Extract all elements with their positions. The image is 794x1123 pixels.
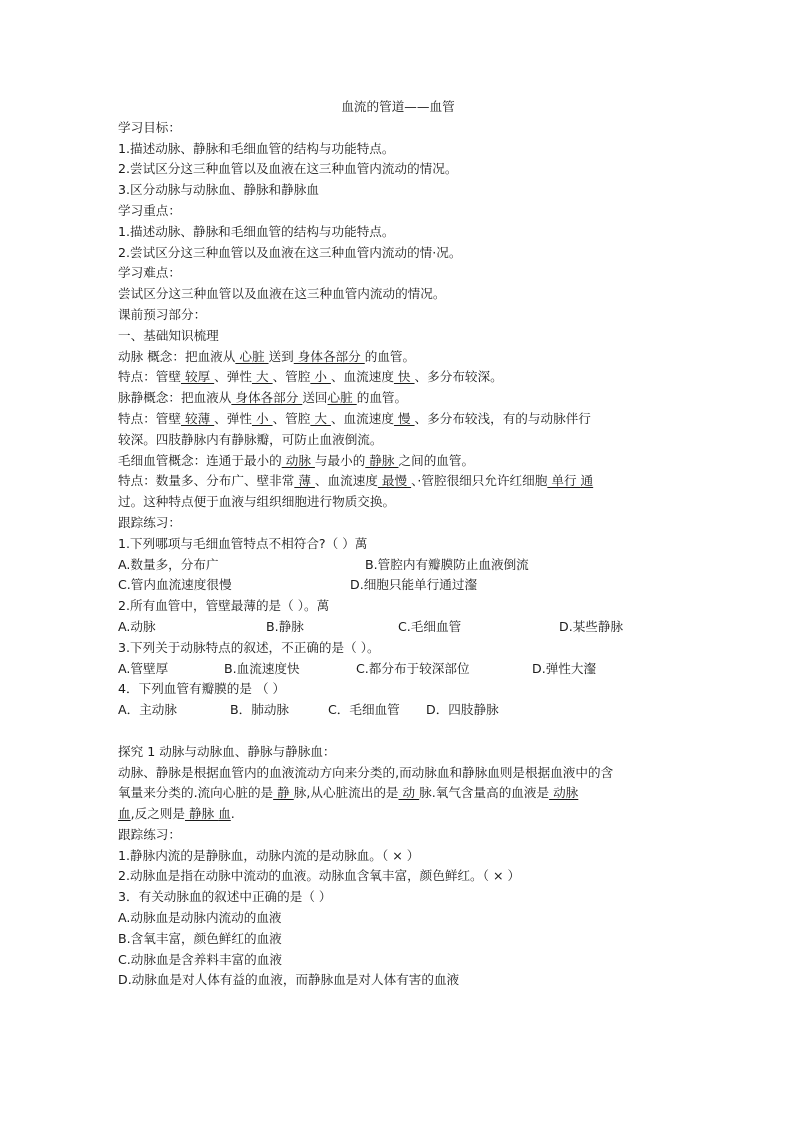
text: 、多分布较浅，有的与动脉伴行: [414, 410, 591, 426]
text: 氧量来分类的.流向心脏的是: [118, 785, 274, 801]
answer-blank: 薄: [294, 473, 315, 489]
text: 、血流速度: [314, 473, 378, 489]
option: B.血流速度快: [224, 660, 300, 676]
option: D.动脉血是对人体有益的血液，而静脉血是对人体有害的血液: [118, 972, 460, 988]
practice-heading: 跟踪练习：: [118, 826, 181, 842]
explore-heading: 探究 1 动脉与动脉血、静脉与静脉血：: [118, 743, 336, 759]
capillary-definition: [118, 451, 678, 472]
answer-blank: 较薄: [180, 410, 215, 426]
answer-blank: 静脉: [184, 806, 219, 822]
objective-item: 1.描述动脉、静脉和毛细血管的结构与功能特点。: [118, 140, 395, 156]
option: B.管腔内有瓣膜防止血液倒流: [365, 556, 529, 572]
document-title: 血流的管道——血管: [341, 99, 455, 114]
option: B．肺动脉: [230, 702, 290, 718]
text: 、管腔: [272, 410, 311, 426]
option: A.管壁厚: [118, 660, 169, 676]
answer-blank: 慢: [393, 410, 415, 426]
option: B.含氧丰富，颜色鲜红的血液: [118, 930, 282, 946]
text: 脉.氧气含量高的血液是: [419, 785, 550, 801]
option: D.某些静脉: [559, 618, 624, 634]
text: ,反之则是: [130, 806, 185, 822]
option-row: [118, 575, 678, 596]
text: 送回: [302, 390, 328, 406]
answer-blank: 心脏: [327, 390, 357, 406]
option: C．毛细血管: [328, 702, 400, 718]
option: B.静脉: [266, 618, 304, 634]
question: 2.动脉血是指在动脉中流动的血液。动脉血含氧丰富，颜色鲜红。（ × ）: [118, 868, 521, 884]
option-row: [118, 617, 678, 638]
answer-blank: 身体各部分: [231, 390, 303, 406]
answer-blank: 快: [393, 369, 415, 385]
objective-item: 3.区分动脉与动脉血、静脉和静脉血: [118, 182, 319, 198]
difficulty-text: 尝试区分这三种血管以及血液在这三种血管内流动的情况。: [118, 286, 446, 302]
option: A．主动脉: [118, 702, 177, 718]
answer-blank: 最慢: [377, 473, 412, 489]
question: 4．下列血管有瓣膜的是 （ ）: [118, 681, 286, 697]
difficulty-heading: 学习难点：: [118, 265, 181, 281]
explore-paragraph: 动脉、静脉是根据血管内的血液流动方向来分类的,而动脉血和静脉血则是根据血液中的含: [118, 764, 614, 780]
option: D.弹性大瀣: [532, 660, 597, 676]
option: A.动脉: [118, 618, 156, 634]
option: C.都分布于较深部位: [356, 660, 470, 676]
text: 脉,从心脏流出的是: [293, 785, 399, 801]
option-row: [118, 555, 678, 576]
answer-blank: 静: [273, 785, 294, 801]
answer-blank: 动: [398, 785, 420, 801]
artery-definition: [118, 347, 678, 368]
vein-definition: [118, 388, 678, 409]
section-heading: 一、基础知识梳理: [118, 327, 219, 343]
text: 之间的血管。: [398, 452, 475, 468]
objective-item: 2.尝试区分这三种血管以及血液在这三种血管内流动的情况。: [118, 161, 458, 177]
answer-blank: 心脏: [235, 348, 269, 364]
answer-blank: 血: [218, 806, 231, 822]
keypoints-heading: 学习重点：: [118, 202, 181, 218]
answer-blank: 单行: [547, 473, 581, 489]
text: 的血管。: [364, 348, 416, 364]
text: 特点：管壁: [118, 369, 181, 385]
answer-blank: 静脉: [365, 452, 399, 468]
text: 的血管。: [356, 390, 408, 406]
spacer: [118, 721, 678, 742]
text: 动脉 概念：把血液从: [118, 348, 236, 364]
option: A.动脉血是动脉内流动的血液: [118, 910, 282, 926]
text: 、血流速度: [330, 410, 394, 426]
answer-blank: 大: [251, 369, 273, 385]
text: 、弹性: [214, 369, 252, 385]
preview-heading: 课前预习部分：: [118, 306, 207, 322]
question: 1.下列哪项与毛细血管特点不相符合?（ ）萬: [118, 535, 368, 551]
text: 、·管腔很细只允许红细胞: [411, 473, 548, 489]
option: C.动脉血是含养料丰富的血液: [118, 951, 282, 967]
vein-features: [118, 409, 678, 430]
text: 、管腔: [272, 369, 311, 385]
question: 2.所有血管中，管壁最薄的是（ ）。萬: [118, 598, 330, 614]
text: 、多分布较深。: [414, 369, 503, 385]
capillary-features: [118, 471, 678, 492]
text: 通: [580, 473, 594, 489]
question: 3.下列关于动脉特点的叙述，不正确的是（ ）。: [118, 639, 380, 655]
option-row: [118, 700, 678, 721]
answer-blank: 小: [251, 410, 273, 426]
answer-blank: 动脉: [281, 452, 315, 468]
text: 与最小的: [314, 452, 366, 468]
answer-blank: 血: [118, 806, 131, 822]
text: .: [230, 806, 235, 822]
option: C.毛细血管: [398, 618, 462, 634]
objectives-heading: 学习目标：: [118, 119, 181, 135]
answer-blank: 小: [310, 369, 331, 385]
keypoint-item: 1.描述动脉、静脉和毛细血管的结构与功能特点。: [118, 223, 395, 239]
explore-paragraph: [118, 804, 678, 825]
text: 脉静概念：把血液从: [118, 390, 232, 406]
question: 3．有关动脉血的叙述中正确的是（ ）: [118, 889, 332, 905]
document: [118, 97, 678, 991]
text: 毛细血管概念：连通于最小的: [118, 452, 282, 468]
answer-blank: 较厚: [180, 369, 215, 385]
text: 特点：管壁: [118, 410, 181, 426]
answer-blank: 身体各部分: [293, 348, 365, 364]
explore-paragraph: [118, 783, 678, 804]
practice-heading: 跟踪练习：: [118, 514, 181, 530]
vein-features-cont: 较深。四肢静脉内有静脉瓣，可防止血液倒流。: [118, 431, 383, 447]
answer-blank: 动脉: [549, 785, 579, 801]
text: 、血流速度: [330, 369, 394, 385]
text: 特点：数量多、分布广、壁非常: [118, 473, 295, 489]
text: 、弹性: [214, 410, 252, 426]
question: 1.静脉内流的是静脉血，动脉内流的是动脉血。（ × ）: [118, 847, 420, 863]
text: 送到: [268, 348, 294, 364]
keypoint-item: 2.尝试区分这三种血管以及血液在这三种血管内流动的情·况。: [118, 244, 462, 260]
answer-blank: 大: [310, 410, 331, 426]
option: C.管内血流速度很慢: [118, 577, 232, 593]
option-row: [118, 659, 678, 680]
artery-features: [118, 367, 678, 388]
option: D.细胞只能单行通过瀣: [350, 577, 478, 593]
option: A.数量多，分布广: [118, 556, 219, 572]
option: D．四肢静脉: [426, 702, 499, 718]
capillary-features-cont: 过。这种特点便于血液与组织细胞进行物质交换。: [118, 494, 396, 510]
